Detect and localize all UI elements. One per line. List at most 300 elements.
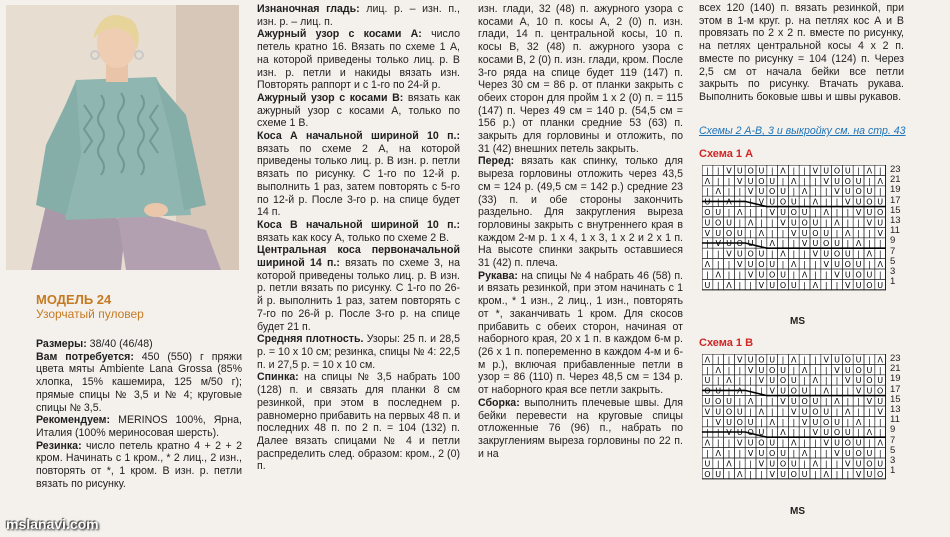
stitch-symbol: U [855, 355, 862, 365]
stitch-symbol: O [866, 197, 873, 207]
stitch-symbol: V [747, 365, 754, 375]
stitch-symbol: | [824, 397, 828, 406]
row-number: 11 [890, 225, 900, 237]
paragraph-front: Перед: вязать как спинку, только для выреза горловины отложить через 43,5 см = 124 р. (49,5 см = 142 р.) средние 23 (33) п. и обе стороны закончить раздельно. Для закругления выреза горловины закрыть с внутреннего края в каждом 2-м р. 1 х 4, 1 х 3, 1 х 2 и 2 х 1 п. На высоте спинки закрыть оставшиеся 31 (42) п. плеча. [478, 155, 683, 270]
stitch-symbol: | [738, 376, 742, 386]
stitch-symbol: U [780, 469, 786, 479]
stitch-symbol: | [835, 459, 839, 469]
stitch-symbol: Λ [715, 187, 721, 197]
stitch-symbol: O [801, 218, 808, 228]
stitch-symbol: | [868, 407, 871, 417]
stitch-symbol: U [866, 469, 873, 479]
stitch-symbol: U [736, 407, 743, 417]
stitch-symbol: V [877, 228, 883, 238]
stitch-symbol: Λ [737, 386, 743, 396]
scheme-1a-title: Схема 1 А [699, 148, 754, 160]
stitch-symbol: U [715, 469, 722, 479]
stitch-symbol: U [823, 166, 830, 176]
stitch-symbol: V [747, 270, 754, 280]
stitch-symbol: | [749, 407, 752, 417]
schemes-note: Схемы 2 А-В, 3 и выкройку см. на стр. 43 [699, 125, 906, 137]
scheme-1a-ms-label: MS [790, 316, 805, 327]
stitch-symbol: | [727, 187, 731, 197]
stitch-symbol: | [803, 249, 806, 259]
stitch-symbol: | [803, 438, 806, 448]
stitch-symbol: U [834, 355, 840, 365]
stitch-symbol: U [726, 417, 732, 427]
stitch-symbol: | [770, 228, 774, 238]
stitch-symbol: | [814, 386, 817, 396]
stitch-symbol: Λ [747, 218, 754, 228]
stitch-symbol: | [878, 417, 882, 427]
model-subtitle: Узорчатый пуловер [36, 307, 144, 321]
stitch-symbol: V [747, 187, 754, 197]
stitch-symbol: V [758, 376, 765, 386]
stitch-symbol: U [704, 280, 711, 290]
stitch-symbol: | [814, 208, 817, 217]
stitch-symbol: U [855, 459, 862, 469]
stitch-symbol: V [737, 438, 743, 448]
stitch-symbol: | [760, 208, 763, 217]
text-column-3 [478, 3, 683, 460]
stitch-symbol: V [726, 166, 732, 176]
stitch-symbol: V [780, 218, 786, 228]
stitch-symbol: | [846, 386, 850, 396]
row-number: 3 [890, 455, 896, 467]
stitch-symbol: O [823, 239, 830, 249]
stitch-symbol: U [790, 280, 797, 290]
paragraph-back: Спинка: на спицы № 3,5 набрать 100 (128) п. и связать для планки 8 см резинкой, при этом в последнем р. равномерно прибавить на первых 48 п. и последних 48 п. по 2 п. = 104 (132) п. Далее вязать спицами № 4 и петли распределить след. образом: кром., 2 (0) п. [257, 371, 460, 473]
stitch-symbol: | [706, 187, 709, 197]
stitch-symbol: Λ [812, 376, 819, 386]
stitch-symbol: U [769, 376, 776, 386]
stitch-symbol: | [727, 355, 731, 365]
stitch-symbol: | [857, 166, 860, 176]
stitch-symbol: U [726, 397, 732, 406]
stitch-symbol: | [846, 417, 850, 427]
scheme-1a-chart [702, 165, 886, 305]
stitch-symbol: U [855, 197, 862, 207]
stitch-symbol: O [747, 166, 754, 176]
row-number: 19 [890, 373, 901, 385]
stitch-symbol: U [834, 417, 840, 427]
stitch-symbol: U [736, 428, 743, 438]
stitch-symbol: | [835, 469, 839, 479]
stitch-symbol: O [790, 386, 797, 396]
stitch-symbol: | [770, 218, 774, 228]
stitch-symbol: | [738, 197, 742, 207]
stitch-symbol: V [812, 249, 819, 259]
stitch-symbol: | [846, 208, 850, 217]
stitch-symbol: O [877, 386, 884, 396]
stitch-symbol: U [790, 197, 797, 207]
stitch-symbol: | [716, 428, 720, 438]
stitch-symbol: V [845, 197, 851, 207]
stitch-symbol: U [877, 218, 884, 228]
model-title: МОДЕЛЬ 24 [36, 292, 112, 307]
stitch-symbol: | [792, 428, 796, 438]
stitch-symbol: U [877, 397, 884, 406]
stitch-symbol: U [844, 365, 851, 375]
stitch-symbol: O [844, 260, 851, 269]
stitch-symbol: | [706, 239, 709, 249]
stitch-symbol: O [779, 197, 787, 207]
row-number: 19 [890, 184, 901, 196]
stitch-symbol: Λ [834, 218, 840, 228]
stitch-symbol: V [823, 355, 829, 365]
stitch-symbol: U [704, 459, 711, 469]
stitch-symbol: V [737, 260, 743, 269]
stitch-symbol: U [844, 187, 851, 197]
stitch-symbol: O [844, 438, 851, 448]
stitch-symbol: O [779, 280, 787, 290]
stitch-symbol: O [758, 438, 765, 448]
stitch-symbol: U [790, 459, 797, 469]
row-number: 23 [890, 353, 901, 364]
stitch-symbol: V [855, 386, 862, 396]
row-number: 1 [890, 465, 896, 477]
stitch-symbol: | [792, 449, 796, 458]
stitch-symbol: Λ [726, 459, 732, 469]
stitch-symbol: U [834, 239, 840, 249]
stitch-symbol: Λ [758, 228, 765, 238]
stitch-symbol: Λ [834, 397, 840, 406]
paragraph-cable-a: Коса А начальной шириной 10 п.: вязать по схеме 2 А, на которой приведены только лиц. р. В изн. р. петли вязать по рисунку. С 1-го по 12-й р. выполнить 1 раз, затем повторять с 5-го по 12-й р. После 3-го р. на спице будет 14 п. [257, 130, 460, 219]
stitch-symbol: | [846, 239, 850, 249]
stitch-symbol: O [736, 417, 743, 427]
stitch-symbol: U [812, 218, 819, 228]
stitch-symbol: | [814, 187, 817, 197]
stitch-symbol: V [866, 218, 873, 228]
text-column-1 [36, 338, 242, 490]
stitch-symbol: U [855, 280, 862, 290]
paragraph-reverse-stockinette: Изнаночная гладь: лиц. р. – изн. п., изн. р. – лиц. п. [257, 3, 460, 28]
stitch-symbol: Λ [715, 365, 721, 375]
stitch-symbol: | [814, 438, 817, 448]
stitch-symbol: O [769, 449, 776, 458]
stitch-symbol: U [877, 459, 884, 469]
stitch-symbol: | [760, 397, 763, 406]
stitch-symbol: U [812, 397, 819, 406]
stitch-symbol: Λ [704, 438, 711, 448]
stitch-symbol: | [824, 376, 828, 386]
stitch-symbol: Λ [715, 270, 721, 280]
stitch-symbol: O [812, 407, 819, 417]
stitch-symbol: | [749, 280, 752, 290]
stitch-symbol: V [769, 386, 775, 396]
stitch-symbol: V [715, 239, 721, 249]
watermark: mslanavi.com [6, 516, 99, 532]
scheme-1a-row-numbers [890, 165, 901, 287]
stitch-symbol: U [769, 176, 776, 186]
stitch-symbol: U [736, 228, 743, 238]
stitch-symbol: | [803, 197, 806, 207]
stitch-symbol: Λ [812, 197, 819, 207]
stitch-symbol: O [833, 249, 841, 259]
paragraph-lace-a: Ажурный узор с косами А: число петель кратно 16. Вязать по схеме 1 А, на которой приведены только лиц. р. В изн. р. петли и накиды вязать изн. Повторять раппорт и с 1-го по 24-й р. [257, 28, 460, 92]
stitch-symbol: | [706, 270, 709, 280]
stitch-symbol: V [758, 459, 765, 469]
stitch-symbol: U [866, 386, 873, 396]
stitch-symbol: U [704, 197, 711, 207]
stitch-symbol: Λ [866, 428, 873, 438]
stitch-symbol: | [727, 260, 731, 269]
stitch-symbol: | [878, 249, 882, 259]
stitch-symbol: | [749, 469, 752, 479]
stitch-symbol: | [716, 376, 720, 386]
stitch-symbol: | [770, 397, 774, 406]
paragraph-gauge: Средняя плотность. Узоры: 25 п. и 28,5 р. = 10 х 10 см; резинка, спицы № 4: 22,5 п. и 27,5 р. = 10 х 10 см. [257, 333, 460, 371]
stitch-symbol: | [738, 459, 742, 469]
stitch-symbol: O [758, 260, 765, 269]
stitch-symbol: U [780, 208, 786, 217]
stitch-symbol: V [877, 407, 883, 417]
stitch-symbol: | [781, 228, 785, 238]
stitch-symbol: | [824, 449, 828, 458]
stitch-symbol: O [704, 208, 711, 217]
row-number: 5 [890, 255, 896, 267]
row-number: 15 [890, 393, 901, 405]
stitch-symbol: O [725, 228, 733, 238]
stitch-symbol: Λ [801, 449, 808, 458]
stitch-symbol: U [823, 407, 830, 417]
stitch-symbol: | [716, 249, 720, 259]
stitch-symbol: | [770, 166, 774, 176]
stitch-symbol: U [747, 260, 754, 269]
stitch-symbol: Λ [791, 176, 797, 186]
stitch-symbol: Λ [823, 208, 829, 217]
stitch-symbol: | [727, 469, 731, 479]
stitch-symbol: O [747, 249, 754, 259]
row-number: 13 [890, 215, 901, 227]
stitch-symbol: V [845, 376, 851, 386]
scheme-1b-row-numbers [890, 354, 901, 476]
stitch-symbol: | [716, 166, 720, 176]
stitch-symbol: | [814, 449, 817, 458]
stitch-symbol: U [715, 228, 722, 238]
stitch-symbol: O [725, 407, 733, 417]
row-number: 17 [890, 194, 901, 206]
stitch-symbol: Λ [758, 407, 765, 417]
stitch-symbol: Λ [791, 260, 797, 269]
row-number: 7 [890, 245, 896, 257]
stitch-symbol: | [868, 239, 871, 249]
stitch-symbol: | [878, 270, 882, 280]
stitch-symbol: O [855, 270, 862, 280]
stitch-symbol: O [790, 469, 797, 479]
stitch-symbol: V [855, 469, 862, 479]
stitch-symbol: U [726, 239, 732, 249]
scheme-1b-chart [702, 354, 886, 494]
stitch-symbol: | [781, 438, 785, 448]
row-number: 3 [890, 266, 896, 278]
stitch-symbol: U [736, 166, 743, 176]
paragraph-central-cable: Центральная коса первоначальной шириной 14 п.: вязать по схеме 3, на которой приведены только лиц. р. В изн. р. петли вязать по рисунку. С 1-го по 26-й р. выполнить 1 раз, затем повторять с 7-го по 26-й р. После 3-го р. на спице будет 21 п. [257, 244, 461, 333]
stitch-symbol: U [758, 428, 765, 438]
paragraph-back-cont: изн. глади, 32 (48) п. ажурного узора с косами А, 10 п. косы А, 2 (0) п. изн. глади, 14 п. центральной косы, 10 п. косы В, 32 (48) п. ажурного узора с косами В, 2 (0) п. изн. глади, кром. После 3-го ряда на спице будет 119 (147) п. Через 30 см = 86 р. от планки закрыть с обеих сторон для пройм 1 х 2 (0) п. = 115 (147) п. Через 49 см = 140 р. (54,5 см = 156 р.) от планки средние 53 (63) п. закрыть для горловины и отложить, по 31 (42) внешних петель закрыть. [478, 3, 683, 155]
stitch-symbol: U [866, 187, 873, 197]
stitch-symbol: U [758, 166, 765, 176]
stitch-symbol: U [790, 376, 797, 386]
stitch-symbol: U [758, 365, 765, 375]
stitch-symbol: Λ [801, 365, 808, 375]
stitch-symbol: O [736, 239, 743, 249]
stitch-symbol: U [855, 376, 862, 386]
row-number: 7 [890, 434, 896, 446]
stitch-symbol: O [833, 428, 841, 438]
text-column-4 [699, 2, 904, 104]
stitch-symbol: | [760, 239, 763, 249]
stitch-symbol: U [758, 449, 765, 458]
stitch-symbol: | [738, 280, 742, 290]
stitch-symbol: | [868, 260, 871, 269]
stitch-symbol: | [792, 365, 796, 375]
stitch-symbol: U [747, 417, 754, 427]
stitch-symbol: U [866, 270, 873, 280]
stitch-symbol: | [716, 459, 720, 469]
model-photo [6, 5, 239, 270]
stitch-symbol: U [801, 469, 808, 479]
stitch-symbol: | [824, 459, 828, 469]
stitch-symbol: V [791, 228, 797, 238]
row-number: 1 [890, 276, 896, 288]
stitch-symbol: U [758, 249, 765, 259]
stitch-symbol: U [844, 249, 851, 259]
stitch-symbol: V [866, 397, 873, 406]
stitch-symbol: | [738, 397, 742, 406]
stitch-symbol: U [801, 228, 808, 238]
stitch-symbol: | [792, 187, 796, 197]
stitch-symbol: | [749, 208, 752, 217]
stitch-symbol: Λ [780, 249, 786, 259]
scheme-1b-title: Схема 1 В [699, 337, 754, 349]
stitch-symbol: U [823, 249, 830, 259]
stitch-symbol: O [704, 469, 711, 479]
stitch-symbol: | [814, 270, 817, 280]
stitch-symbol: | [727, 208, 731, 217]
text-column-2 [257, 3, 460, 473]
stitch-symbol: V [780, 397, 786, 406]
stitch-symbol: | [781, 407, 785, 417]
stitch-symbol: U [801, 208, 808, 217]
stitch-symbol: Λ [801, 270, 808, 280]
stitch-symbol: U [715, 208, 722, 217]
stitch-symbol: O [790, 208, 797, 217]
stitch-symbol: U [844, 270, 851, 280]
stitch-symbol: U [704, 376, 711, 386]
stitch-symbol: Λ [769, 417, 775, 427]
stitch-symbol: Λ [780, 166, 786, 176]
stitch-symbol: | [706, 249, 709, 259]
stitch-symbol: | [857, 407, 860, 417]
stitch-symbol: | [814, 176, 817, 186]
stitch-symbol: | [868, 228, 871, 238]
stitch-symbol: | [803, 176, 806, 186]
stitch-symbol: U [780, 270, 786, 280]
stitch-symbol: | [824, 218, 828, 228]
stitch-symbol: O [833, 166, 841, 176]
stitch-symbol: O [844, 355, 851, 365]
stitch-symbol: O [758, 355, 765, 365]
stitch-symbol: | [878, 449, 882, 458]
stitch-symbol: | [738, 187, 742, 197]
stitch-symbol: V [758, 280, 765, 290]
stitch-symbol: | [878, 166, 882, 176]
stitch-symbol: O [715, 397, 722, 406]
row-number: 13 [890, 404, 901, 416]
stitch-symbol: O [844, 176, 851, 186]
stitch-symbol: | [846, 397, 850, 406]
stitch-symbol: V [704, 228, 711, 238]
stitch-symbol: U [747, 176, 754, 186]
stitch-symbol: U [758, 187, 765, 197]
stitch-symbol: Λ [704, 176, 711, 186]
stitch-symbol: O [812, 228, 819, 238]
stitch-symbol: Λ [845, 407, 851, 417]
stitch-symbol: U [780, 187, 786, 197]
stitch-symbol: U [801, 386, 808, 396]
stitch-symbol: V [801, 417, 808, 427]
row-number: 5 [890, 444, 896, 456]
stitch-symbol: Λ [791, 355, 797, 365]
stitch-symbol: U [780, 449, 786, 458]
stitch-symbol: Λ [845, 228, 851, 238]
stitch-symbol: | [835, 407, 839, 417]
stitch-symbol: | [781, 355, 785, 365]
stitch-symbol: | [835, 386, 839, 396]
stitch-symbol: | [749, 386, 752, 396]
stitch-symbol: | [824, 365, 828, 375]
row-number: 9 [890, 235, 896, 247]
stitch-symbol: | [857, 249, 860, 259]
stitch-symbol: O [823, 417, 830, 427]
stitch-symbol: | [814, 355, 817, 365]
stitch-symbol: | [857, 428, 860, 438]
stitch-symbol: O [866, 280, 873, 290]
stitch-symbol: U [769, 260, 776, 269]
stitch-symbol: U [844, 166, 851, 176]
stitch-symbol: | [760, 218, 763, 228]
row-number: 15 [890, 204, 901, 216]
stitch-symbol: U [790, 218, 797, 228]
stitch-symbol: O [779, 459, 787, 469]
stitch-symbol: | [749, 197, 752, 207]
stitch-symbol: V [834, 270, 840, 280]
stitch-symbol: U [769, 280, 776, 290]
stitch-symbol: | [803, 428, 806, 438]
stitch-symbol: | [868, 417, 871, 427]
stitch-symbol: | [824, 280, 828, 290]
stitch-symbol: U [747, 438, 754, 448]
stitch-symbol: U [866, 365, 873, 375]
stitch-symbol: | [835, 376, 839, 386]
stitch-symbol: U [834, 260, 840, 269]
stitch-symbol: | [878, 428, 882, 438]
stitch-symbol: Λ [855, 239, 862, 249]
stitch-symbol: | [738, 449, 742, 458]
row-number: 21 [890, 174, 901, 186]
stitch-symbol: Λ [801, 187, 808, 197]
stitch-symbol: Λ [823, 386, 829, 396]
paragraph-recommend: Рекомендуем: MERINOS 100%, Ярна, Италия (100% мериносовая шерсть). [36, 414, 242, 439]
stitch-symbol: U [844, 428, 851, 438]
stitch-symbol: | [857, 397, 860, 406]
stitch-symbol: | [835, 228, 839, 238]
stitch-symbol: V [801, 239, 808, 249]
stitch-symbol: U [823, 228, 830, 238]
stitch-symbol: | [781, 239, 785, 249]
stitch-symbol: | [706, 449, 709, 458]
